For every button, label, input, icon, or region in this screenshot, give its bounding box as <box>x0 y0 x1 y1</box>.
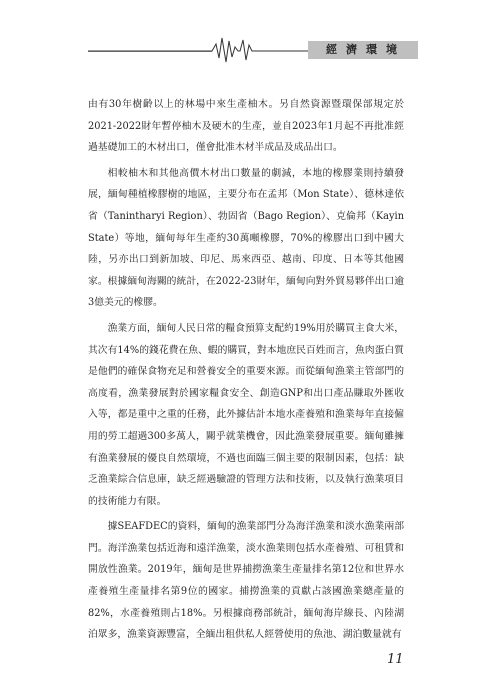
header-waveform-line <box>0 0 480 80</box>
paragraph-4: 據SEAFDEC的資料，緬甸的漁業部門分為海洋漁業和淡水漁業兩部門。海洋漁業包括近海和遠洋漁業，淡水漁業則包括水產養殖、可租賃和開放性漁業。2019年，緬甸是世界捕撈漁業生產量排名第12位和世界水產養殖生產量排名第9位的國家。捕撈漁業的貢獻占該國漁業總產量的82%，水產養殖則占18%。另根據商務部統計，緬甸海岸線長、內陸湖泊眾多，漁業資源豐富，全緬出租供私人經營使用的魚池、湖泊數量就有 <box>88 521 404 641</box>
paragraph-1: 由有30年樹齡以上的林場中來生產柚木。另自然資源暨環保部規定於2021-2022財年暫停柚木及硬木的生產，並自2023年1月起不再批准經過基礎加工的木材出口，僅會批准木材半成品及成品出口。 <box>88 99 404 154</box>
paragraph-3: 漁業方面，緬甸人民日常的糧食預算支配約19%用於購買主食大米，其次有14%的錢花費在魚、蝦的購買，對本地庶民百姓而言，魚肉蛋白質是他們的確保食物充足和營養安全的重要來源。而從緬甸漁業主管部門的高度看，漁業發展對於國家糧食安全、創造GNP和出口產品賺取外匯收入等，都是重中之重的任務，此外據估計本地水產養殖和漁業每年直接僱用的勞工超過300多萬人，關乎就業機會，因此漁業發展重要。緬甸雖擁有漁業發展的優良自然環境，不過也面臨三個主要的限制因素，包括：缺乏漁業綜合信息庫，缺乏經過驗證的管理方法和技術，以及執行漁業項目的技術能力有限。 <box>88 322 404 507</box>
page-header <box>0 0 480 80</box>
paragraph-2: 相較柚木和其他高價木材出口數量的劇減，本地的橡膠業則持續發展，緬甸種植橡膠樹的地區，主要分布在孟邦（Mon State）、德林達依省（Tanintharyi Region）、勃固省（Bago Region）、克倫邦（Kayin State）等地，緬甸每年生產約30萬噸橡膠，70%的橡膠出口到中國大陸，另亦出口到新加坡、印尼、馬來西亞、越南、印度、日本等其他國家。根據緬甸海關的統計，在2022-23財年，緬甸向對外貿易夥伴出口逾3億美元的橡膠。 <box>88 167 404 309</box>
header-section-title: 經濟環境 <box>308 41 418 59</box>
page-number: 11 <box>387 652 404 667</box>
body-text <box>88 94 404 650</box>
